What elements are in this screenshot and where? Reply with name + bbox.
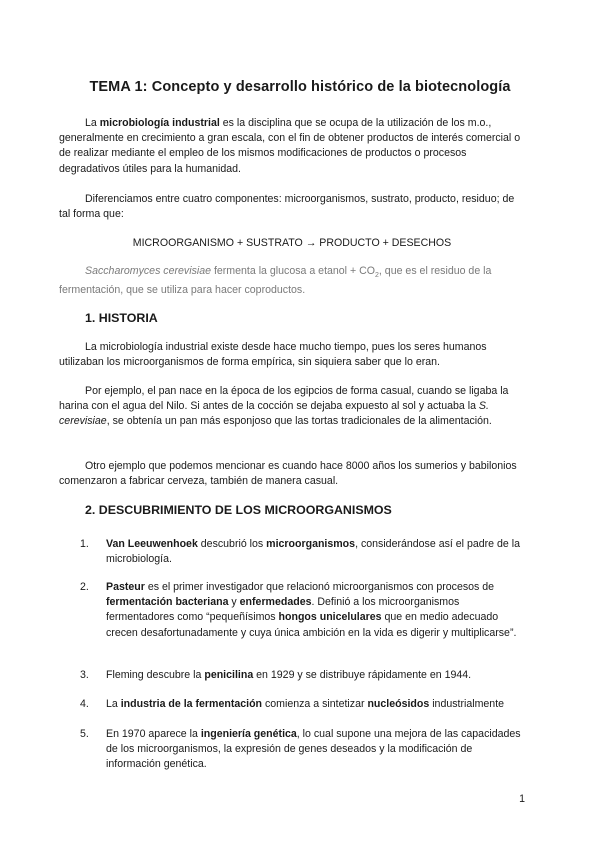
historia-paragraph-2: Por ejemplo, el pan nace en la época de los egipcios de forma casual, cuando se ligaba la harina con el agua del Nilo. Si antes de la cocción se dejaba expuesto al sol y actuaba la S. cerevisiae, se obtenía un pan más esponjoso que las tortas tradicionales de la alimentación. bbox=[59, 385, 509, 428]
page-number: 1 bbox=[519, 793, 525, 805]
section-heading-descubrimiento: 2. DESCUBRIMIENTO DE LOS MICROORGANISMOS bbox=[85, 503, 392, 517]
term-microbiologia-industrial: microbiología industrial bbox=[99, 117, 220, 129]
page-title: TEMA 1: Concepto y desarrollo histórico de la biotecnología bbox=[89, 79, 511, 95]
historia-paragraph-3: Otro ejemplo que podemos mencionar es cuando hace 8000 años los sumerios y babilonios comenzaron a fabricar cerveza, también de manera casual. bbox=[59, 460, 517, 488]
document-page: TEMA 1: Concepto y desarrollo histórico de la biotecnología La microbiología industrial es la disciplina que se ocupa de la utilización de los m.o., generalmente en crecimiento a gran escala, con el fin de obtener productos de interés comercial o de realizar mediante el empleo de los mismos modificaciones de productos o procesos degradativos útiles para la humanidad. Diferenciamos entre cuatro componentes: microorganismos, sustrato, producto, residuo; de tal forma que: MICROORGANISMO + SUSTRATO → PRODUCTO + DESECHOS Saccharomyces cerevisiae fermenta la glucosa a etanol + $CO_2$, que es el residuo de la fermentación, que se utiliza para hacer coproductos. 1. HISTORIA La microbiología industrial existe desde hace mucho tiempo, pues los seres humanos utilizaban los microorganismos de forma empírica, sin siquiera saber que lo eran. Por ejemplo, el pan nace en la época de los egipcios de forma casual, cuando se ligaba la harina con el agua del Nilo. Si antes de la cocción se dejaba expuesto al sol y actuaba la S. cerevisiae, se obtenía un pan más esponjoso que las tortas tradicionales de la alimentación. Otro ejemplo que podemos mencionar es cuando hace 8000 años los sumerios y babilonios comenzaron a fabricar cerveza, también de manera casual. 2. DESCUBRIMIENTO DE LOS MICROORGANISMOS 1. Van Leeuwenhoek descubrió los microorganismos, considerándose así el padre de la microbiología. 2. Pasteur es el primer investigador que relacionó microorganismos con procesos de fermentación bacteriana y enfermedades. Definió a los microorganismos fermentadores como “pequeñísimos hongos unicelulares que en medio adecuado crecen desafortunadamente y cuya única ambición en la vida es digerir y multiplicarse”. 3. Fleming descubre la penicilina en 1929 y se distribuye rápidamente en 1944. 4. La industria de la fermentación comienza a sintetizar nucleósidos industrialmente 5. En 1970 aparece la ingeniería genética, lo cual supone una mejora de las capacidades de los microorganismos, la expresión de genes deseados y la modificación de información genética. 1 bbox=[0, 0, 600, 848]
intro-paragraph: La microbiología industrial es la disciplina que se ocupa de la utilización de los m.o., generalmente en crecimiento a gran escala, con el fin de obtener productos de interés comercial o de realizar mediante el empleo de los mismos modificaciones de productos o procesos degradativos útiles para la humanidad. bbox=[59, 117, 521, 175]
historia-paragraph-1: La microbiología industrial existe desde hace mucho tiempo, pues los seres humanos utilizaban los microorganismos de forma empírica, sin siquiera saber que lo eran. bbox=[59, 341, 487, 369]
process-equation: MICROORGANISMO + SUSTRATO → PRODUCTO + DESECHOS bbox=[132, 237, 452, 249]
section-heading-historia: 1. HISTORIA bbox=[85, 311, 158, 325]
components-paragraph: Diferenciamos entre cuatro componentes: microorganismos, sustrato, producto, residuo; de tal forma que: bbox=[59, 193, 515, 221]
fermentation-note: Saccharomyces cerevisiae fermenta la glucosa a etanol + $CO_2$, que es el residuo de la fermentación, que se utiliza para hacer coproductos. bbox=[59, 265, 492, 297]
